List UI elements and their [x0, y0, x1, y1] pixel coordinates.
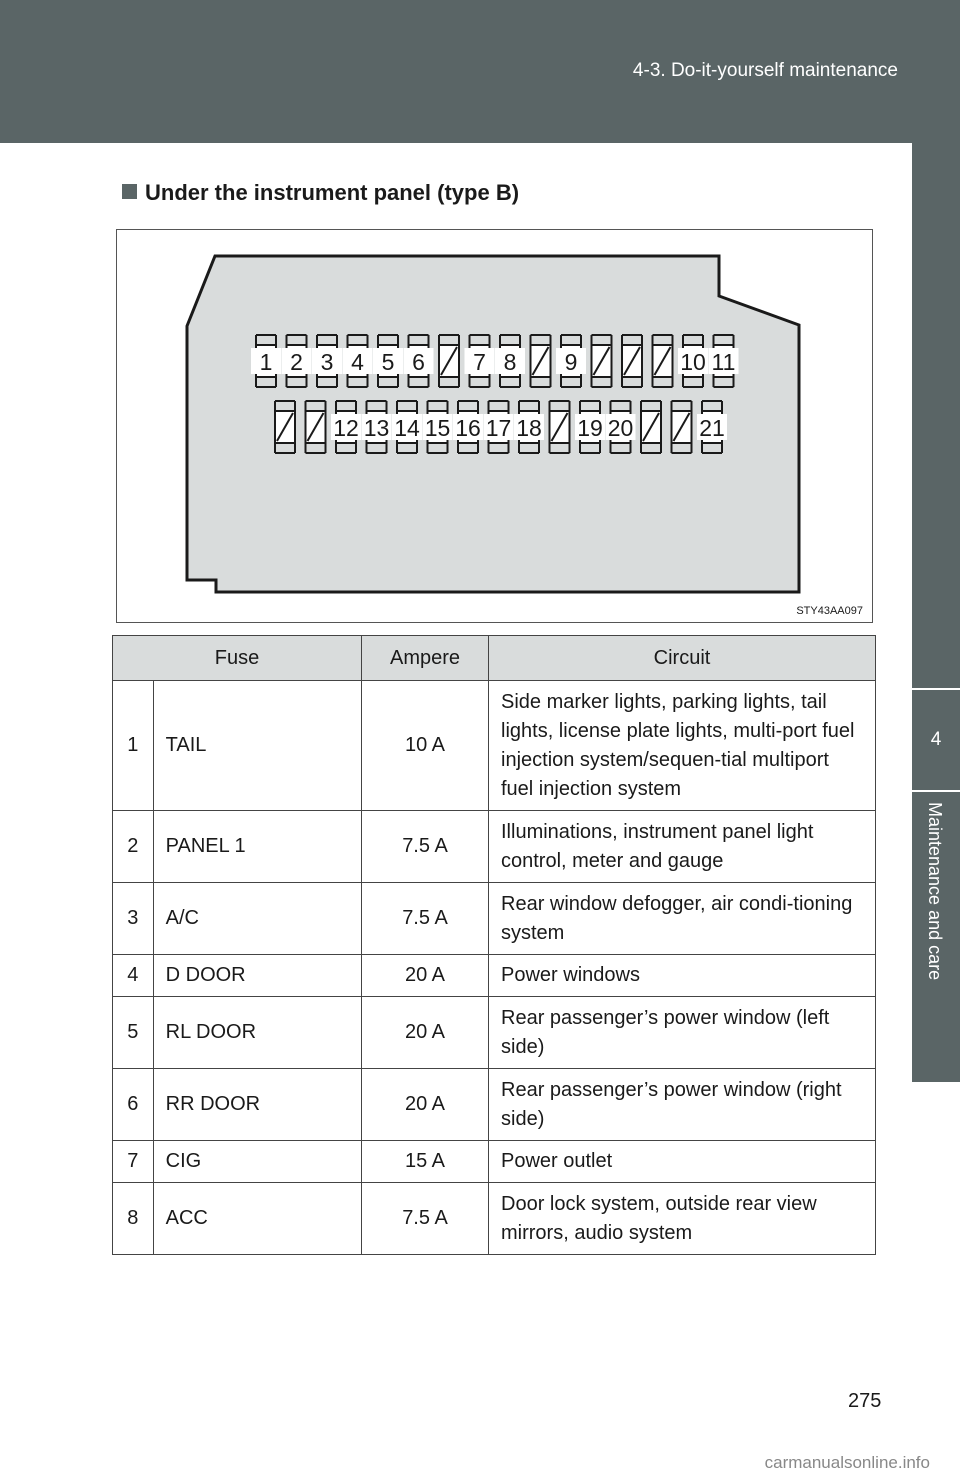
watermark: carmanualsonline.info — [764, 1453, 930, 1472]
fuse-name: PANEL 1 — [153, 811, 361, 883]
fuse-number: 1 — [113, 681, 154, 811]
table-row — [113, 955, 876, 997]
table-row — [113, 681, 876, 811]
fuse-number: 7 — [113, 1141, 154, 1183]
fuse-ampere: 15 A — [362, 1141, 489, 1183]
fuse-ampere: 20 A — [362, 955, 489, 997]
table-row — [113, 997, 876, 1069]
fuse-label: 21 — [699, 415, 725, 441]
fuse-label: 11 — [711, 349, 736, 375]
diagram-code: STY43AA097 — [796, 605, 863, 617]
fuse-number: 5 — [113, 997, 154, 1069]
page-number: 275 — [848, 1390, 882, 1412]
fuse-circuit: Rear passenger’s power window (right side) — [489, 1069, 876, 1141]
fuse-number: 4 — [113, 955, 154, 997]
fuse-number: 3 — [113, 883, 154, 955]
chapter-number: 4 — [912, 690, 960, 790]
fuse-ampere: 7.5 A — [362, 883, 489, 955]
fuse-ampere: 7.5 A — [362, 811, 489, 883]
fuse-name: TAIL — [153, 681, 361, 811]
fuse-circuit: Power windows — [489, 955, 876, 997]
fuse-name: D DOOR — [153, 955, 361, 997]
fuse-ampere: 20 A — [362, 997, 489, 1069]
fuse-label: 8 — [503, 349, 517, 375]
fuse-label: 6 — [412, 349, 425, 375]
fuse-ampere: 10 A — [362, 681, 489, 811]
fuse-label: 13 — [363, 415, 390, 441]
fuse-label: 3 — [320, 349, 334, 375]
fuse-label: 19 — [577, 415, 603, 441]
fuse-label: 1 — [259, 349, 273, 375]
chapter-label: Maintenance and care — [925, 802, 945, 981]
fuse-number: 8 — [113, 1183, 154, 1255]
table-row — [113, 1141, 876, 1183]
fuse-label: 20 — [607, 415, 634, 441]
section-title: Under the instrument panel (type B) — [145, 180, 520, 205]
table-header-row — [113, 636, 876, 681]
table-row — [113, 883, 876, 955]
fuse-box-drawing — [117, 230, 872, 622]
fuse-label: 12 — [333, 415, 359, 441]
fuse-label: 17 — [485, 415, 512, 441]
fuse-label: 4 — [351, 349, 364, 375]
fuse-table — [112, 635, 876, 1255]
fuse-circuit: Illuminations, instrument panel light control, meter and gauge — [489, 811, 876, 883]
fuse-name: A/C — [153, 883, 361, 955]
fuse-ampere: 20 A — [362, 1069, 489, 1141]
fuse-label: 2 — [290, 349, 303, 375]
fuse-circuit: Side marker lights, parking lights, tail lights, license plate lights, multi-port fuel injection system/sequen-tial multiport fuel injection system — [489, 681, 876, 811]
fuse-number: 6 — [113, 1069, 154, 1141]
fuse-name: ACC — [153, 1183, 361, 1255]
side-tab-bar — [912, 143, 960, 688]
section-heading — [122, 180, 519, 206]
fuse-number: 2 — [113, 811, 154, 883]
fuse-name: CIG — [153, 1141, 361, 1183]
fuse-label: 9 — [564, 349, 578, 375]
header-circuit: Circuit — [489, 636, 876, 681]
table-row — [113, 1183, 876, 1255]
fuse-label: 10 — [680, 349, 706, 375]
fuse-label: 18 — [516, 415, 542, 441]
fuse-label: 15 — [424, 415, 451, 441]
header-fuse: Fuse — [113, 636, 362, 681]
fuse-label: 14 — [394, 415, 420, 441]
fuse-circuit: Rear passenger’s power window (left side) — [489, 997, 876, 1069]
fuse-circuit: Rear window defogger, air condi-tioning system — [489, 883, 876, 955]
fuse-name: RR DOOR — [153, 1069, 361, 1141]
fuse-label: 7 — [473, 349, 486, 375]
table-row — [113, 1069, 876, 1141]
fuse-box-diagram — [116, 229, 873, 623]
header-title: 4-3. Do-it-yourself maintenance — [632, 60, 898, 81]
table-row — [113, 811, 876, 883]
chapter-tab — [912, 792, 960, 1082]
page-header — [0, 0, 960, 143]
fuse-circuit: Power outlet — [489, 1141, 876, 1183]
fuse-label: 5 — [381, 349, 395, 375]
fuse-ampere: 7.5 A — [362, 1183, 489, 1255]
fuse-circuit: Door lock system, outside rear view mirrors, audio system — [489, 1183, 876, 1255]
square-bullet-icon — [122, 184, 137, 199]
fuse-name: RL DOOR — [153, 997, 361, 1069]
header-ampere: Ampere — [362, 636, 489, 681]
fuse-label: 16 — [455, 415, 481, 441]
